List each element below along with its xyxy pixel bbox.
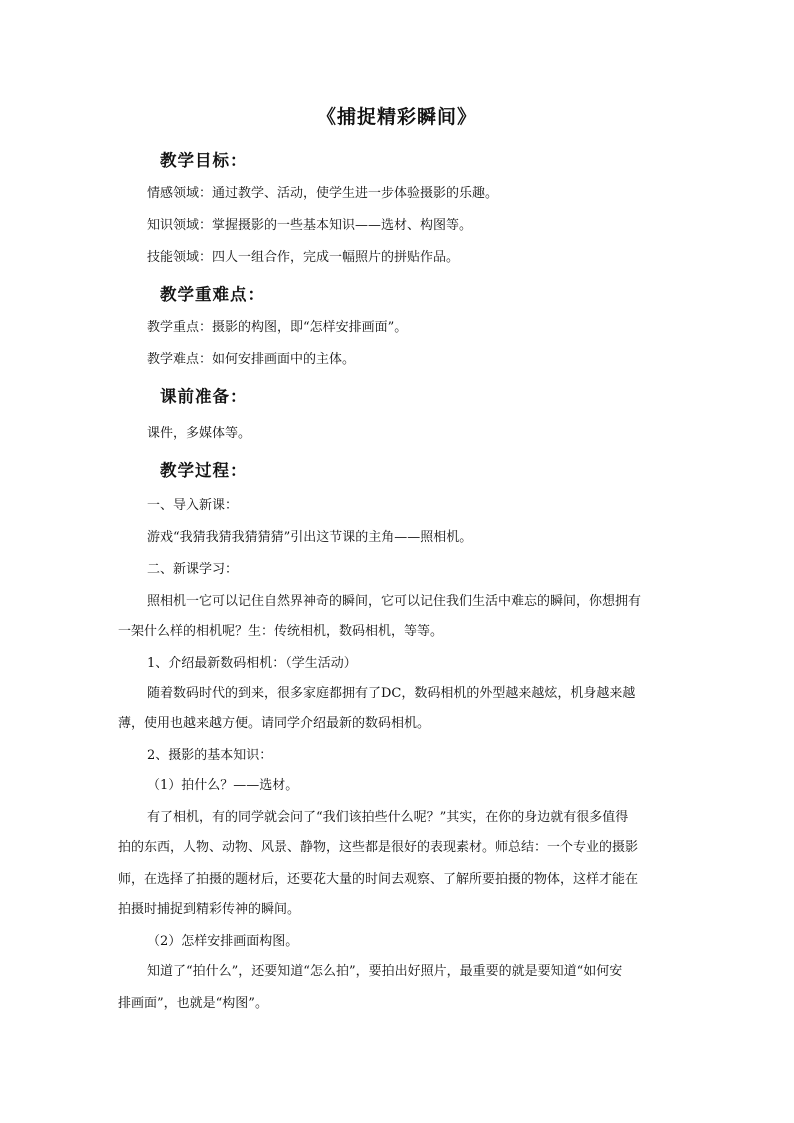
heading-preparation: 课前准备： xyxy=(160,387,248,406)
objective-line: 技能领域：四人一组合作，完成一幅照片的拼贴作品。 xyxy=(147,250,460,265)
document-title: 《捕捉精彩瞬间》 xyxy=(316,106,477,128)
process-line: 师，在选择了拍摄的题材后，还要花大量的时间去观察、了解所要拍摄的物体，这样才能在 xyxy=(118,872,639,887)
process-line: （1）拍什么？——选材。 xyxy=(147,778,299,793)
heading-process: 教学过程： xyxy=(160,461,248,480)
process-line: 有了相机，有的同学就会问了“我们该拍些什么呢？”其实，在你的身边就有很多值得 xyxy=(147,810,629,825)
process-line: 2、摄影的基本知识： xyxy=(147,748,273,763)
process-line: 知道了“拍什么”，还要知道“怎么拍”，要拍出好照片，最重要的就是要知道“如何安 xyxy=(147,964,623,979)
key-point-line: 教学难点：如何安排画面中的主体。 xyxy=(147,352,356,367)
key-point-line: 教学重点：摄影的构图，即“怎样安排画面”。 xyxy=(147,320,408,335)
heading-objectives: 教学目标： xyxy=(160,151,248,170)
heading-key-points: 教学重难点： xyxy=(160,285,265,304)
process-line: 薄，使用也越来越方便。请同学介绍最新的数码相机。 xyxy=(118,716,431,731)
process-line: 一、导入新课： xyxy=(147,498,239,513)
process-line: 拍摄时捕捉到精彩传神的瞬间。 xyxy=(118,902,301,917)
process-line: 一架什么样的相机呢？生：传统相机，数码相机，等等。 xyxy=(118,624,444,639)
process-line: 随着数码时代的到来，很多家庭都拥有了DC，数码相机的外型越来越炫，机身越来越 xyxy=(147,686,636,701)
process-line: 游戏“我猜我猜我猜猜猜”引出这节课的主角——照相机。 xyxy=(147,530,473,545)
process-line: （2）怎样安排画面构图。 xyxy=(147,934,299,949)
process-line: 1、介绍最新数码相机：（学生活动） xyxy=(147,656,357,671)
objective-line: 情感领域：通过教学、活动，使学生进一步体验摄影的乐趣。 xyxy=(147,186,499,201)
process-line: 二、新课学习： xyxy=(147,562,239,577)
process-line: 排画面”，也就是“构图”。 xyxy=(118,996,268,1011)
preparation-line: 课件，多媒体等。 xyxy=(147,426,252,441)
objective-line: 知识领域：掌握摄影的一些基本知识——选材、构图等。 xyxy=(147,218,473,233)
process-line: 拍的东西，人物、动物、风景、静物，这些都是很好的表现素材。师总结：一个专业的摄影 xyxy=(118,840,639,855)
process-line: 照相机一它可以记住自然界神奇的瞬间，它可以记住我们生活中难忘的瞬间，你想拥有 xyxy=(147,594,642,609)
